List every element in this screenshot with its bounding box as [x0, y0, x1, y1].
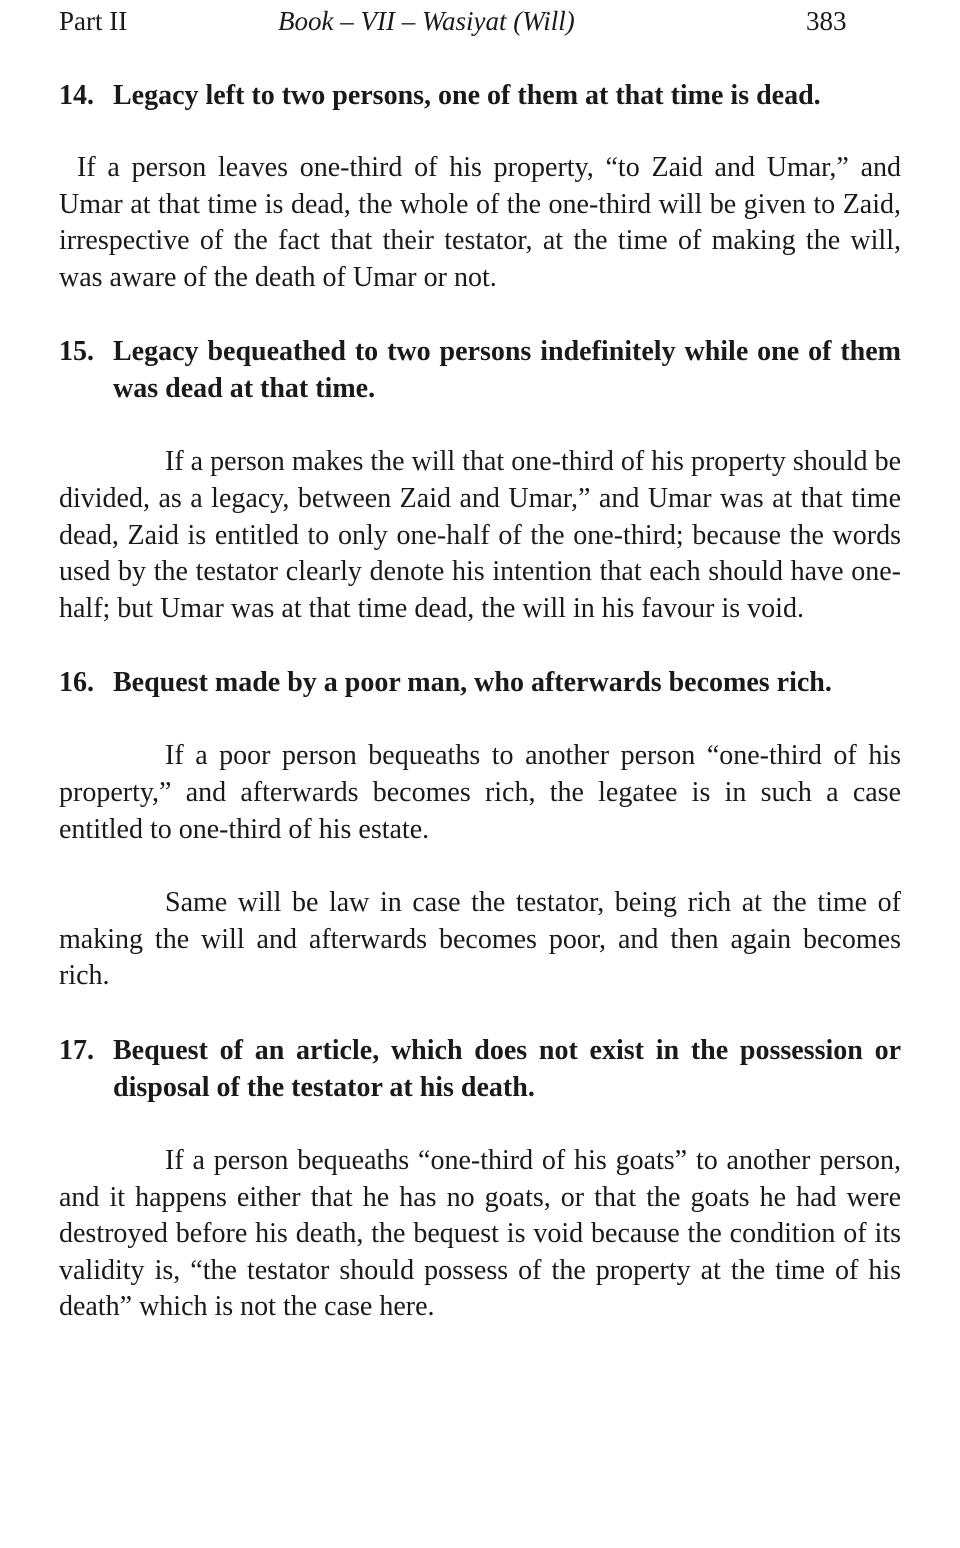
section-heading — [59, 1032, 901, 1106]
section-heading — [59, 77, 901, 114]
section-17 — [59, 1032, 901, 1326]
page-number: 383 — [806, 6, 847, 36]
section-number: 16. — [59, 667, 94, 699]
section-number: 17. — [59, 1034, 94, 1066]
section-heading-text: Legacy bequeathed to two persons indefinitely while one of them was dead at that time. — [113, 336, 901, 405]
document-page — [59, 0, 901, 1326]
section-paragraph: Same will be law in case the testator, being rich at the time of making the will and afterwards becomes poor, and then again becomes rich. — [59, 887, 901, 992]
section-heading — [59, 664, 901, 701]
section-heading-text: Bequest of an article, which does not exist in the possession or disposal of the testator at his death. — [113, 1034, 901, 1103]
section-heading — [59, 333, 901, 407]
running-header — [59, 0, 901, 44]
section-paragraph: If a person bequeaths “one-third of his goats” to another person, and it happens either that he has no goats, or that the goats he had were destroyed before his death, the bequest is void because the condition of its validity is, “the testator should possess of the property at the time of his death” which is not the case here. — [59, 1144, 901, 1323]
section-number: 15. — [59, 336, 94, 368]
section-paragraph: If a person makes the will that one-third of his property should be divided, as a legacy, between Zaid and Umar,” and Umar was at that time dead, Zaid is entitled to only one-half of the one-third; because the words used by the testator clearly denote his intention that each should have one-half; but Umar was at that time dead, the will in his favour is void. — [59, 446, 901, 624]
part-label: Part II — [59, 6, 128, 36]
section-heading-text: Legacy left to two persons, one of them at that time is dead. — [113, 80, 821, 111]
section-16 — [59, 664, 901, 995]
section-14 — [59, 77, 901, 296]
section-number: 14. — [59, 80, 94, 111]
section-paragraph: If a person leaves one-third of his property, “to Zaid and Umar,” and Umar at that time is dead, the whole of the one-third will be given to Zaid, irrespective of the fact that their testator, at the time of making the will, was aware of the death of Umar or not. — [59, 152, 901, 293]
section-paragraph: If a poor person bequeaths to another person “one-third of his property,” and afterwards becomes rich, the legatee is in such a case entitled to one-third of his estate. — [59, 740, 901, 845]
section-heading-text: Bequest made by a poor man, who afterwards becomes rich. — [113, 667, 832, 699]
section-15 — [59, 333, 901, 627]
book-title: Book – VII – Wasiyat (Will) — [278, 6, 575, 36]
